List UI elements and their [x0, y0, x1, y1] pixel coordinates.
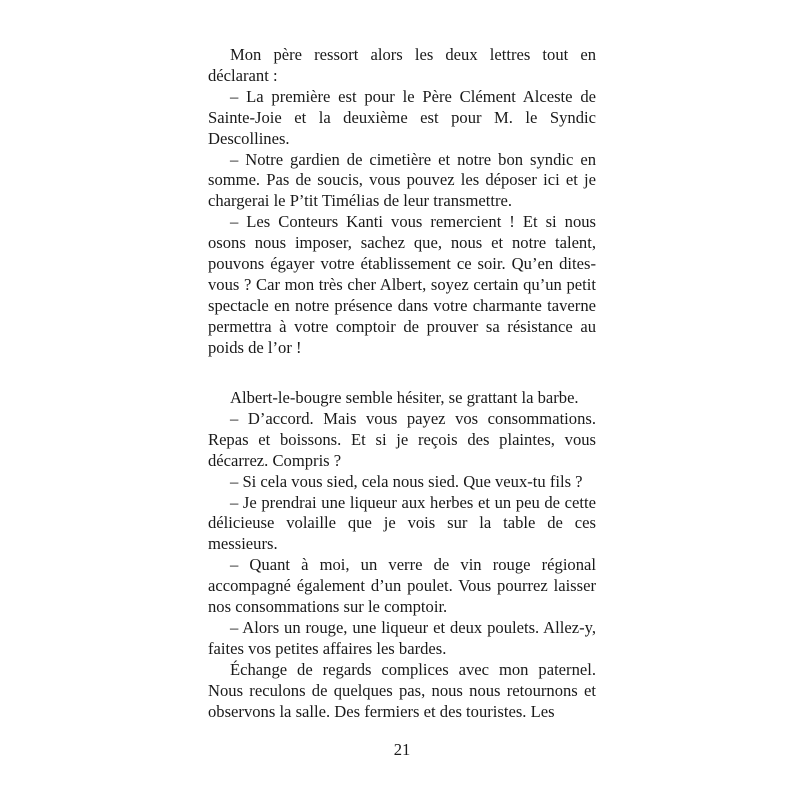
paragraph: Échange de regards complices avec mon paternel. Nous reculons de quelques pas, nous nous retournons et observons la salle. Des fermiers et des touristes. Les: [208, 660, 596, 721]
paragraph: – Notre gardien de cimetière et notre bon syndic en somme. Pas de soucis, vous pouvez les déposer ici et je chargerai le P’tit Timélias de leur transmettre.: [208, 149, 596, 211]
text-block: [208, 388, 596, 660]
paragraph: – Je prendrai une liqueur aux herbes et un peu de cette délicieuse volaille que je vois sur la table de ces messieurs.: [208, 492, 596, 554]
text-block: [208, 45, 596, 359]
text-block: [208, 660, 596, 723]
paragraph: – La première est pour le Père Clément Alceste de Sainte-Joie et la deuxième est pour M. le Syndic Descollines.: [208, 86, 596, 148]
paragraph: – Quant à moi, un verre de vin rouge régional accompagné également d’un poulet. Vous pourrez laisser nos consommations sur le comptoir.: [208, 555, 596, 617]
paragraph: – Les Conteurs Kanti vous remercient ! Et si nous osons nous imposer, sachez que, nous et notre talent, pouvons égayer votre établissement ce soir. Qu’en dites-vous ? Car mon très cher Albert, soyez certain qu’un petit spectacle en notre présence dans votre charmante taverne permettra à votre comptoir de prouver sa résistance au poids de l’or !: [208, 212, 596, 357]
paragraph: – Si cela vous sied, cela nous sied. Que veux-tu fils ?: [230, 471, 583, 491]
paragraph: – D’accord. Mais vous payez vos consommations. Repas et boissons. Et si je reçois des plaintes, vous décarrez. Compris ?: [208, 408, 596, 470]
paragraph: – Alors un rouge, une liqueur et deux poulets. Allez-y, faites vos petites affaires les bardes.: [208, 617, 596, 658]
paragraph: Mon père ressort alors les deux lettres tout en déclarant :: [208, 45, 596, 85]
paragraph: Albert-le-bougre semble hésiter, se grattant la barbe.: [230, 388, 579, 407]
page-number: 21: [393, 740, 411, 759]
